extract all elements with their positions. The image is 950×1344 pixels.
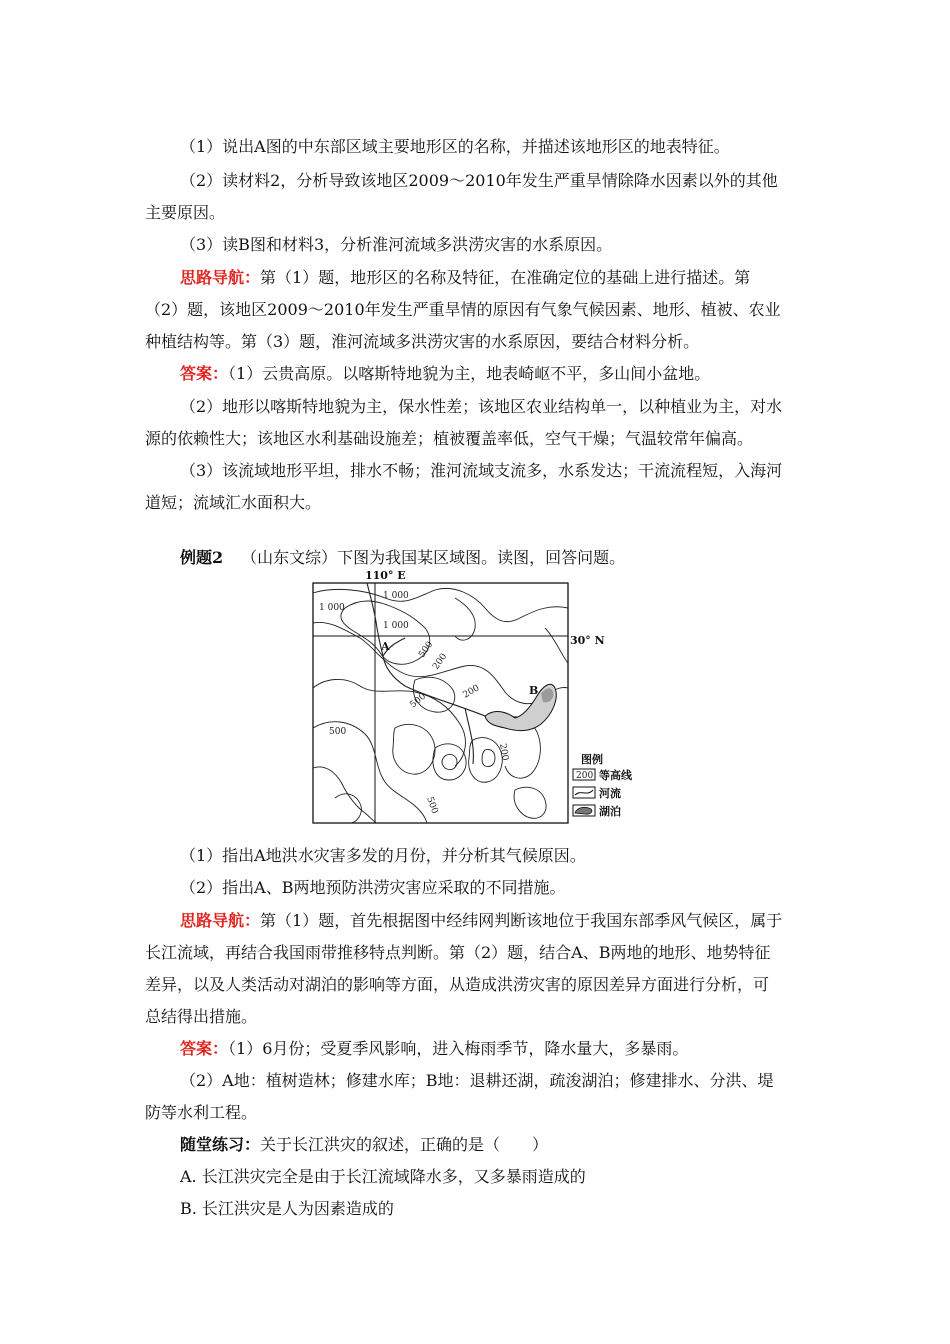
- contour-label: 500: [329, 727, 347, 737]
- analysis-2-text: 第（1）题，首先根据图中经纬网判断该地位于我国东部季风气候区，属于: [260, 911, 783, 930]
- contour-label: 500: [417, 639, 436, 660]
- answer-line-3: 源的依赖性大；该地区水利基础设施差；植被覆盖率低，空气干燥；气温较常年偏高。: [145, 429, 754, 448]
- contour-label: 1 000: [383, 591, 409, 601]
- analysis-line-3: 种植结构等。第（3）题，淮河流域多洪涝灾害的水系原因，要结合材料分析。: [145, 332, 700, 351]
- legend-river-label: 河流: [599, 787, 621, 800]
- analysis-text: 第（1）题，地形区的名称及特征，在准确定位的基础上进行描述。第: [260, 268, 751, 287]
- practice-question: [180, 1135, 548, 1155]
- example-2-heading: [180, 548, 625, 568]
- latitude-label: 30° N: [570, 634, 605, 647]
- question-3: （3）读B图和材料3，分析淮河流域多洪涝灾害的水系原因。: [180, 235, 613, 254]
- legend-contour-sample: 200: [576, 771, 594, 781]
- question-2: （2）读材料2，分析导致该地区2009～2010年发生严重旱情除降水因素以外的其他: [180, 171, 778, 190]
- example-2-label: 例题2: [180, 548, 224, 567]
- practice-option-a: A. 长江洪灾完全是由于长江流域降水多，又多暴雨造成的: [180, 1167, 586, 1186]
- contour-label: 1 000: [383, 621, 409, 631]
- analysis-2-line-2: 长江流域，再结合我国雨带推移特点判断。第（2）题，结合A、B两地的地形、地势特征: [145, 943, 771, 962]
- example-2-question-1: （1）指出A地洪水灾害多发的月份，并分析其气候原因。: [180, 846, 586, 865]
- analysis-2-line-3: 差异，以及人类活动对湖泊的影响等方面，从造成洪涝灾害的原因差异方面进行分析，可: [145, 975, 770, 994]
- analysis-2-line-4: 总结得出措施。: [145, 1007, 258, 1026]
- analysis-label: 思路导航：: [180, 268, 261, 287]
- question-2-cont: 主要原因。: [145, 203, 226, 222]
- contour-label: 500: [424, 795, 440, 816]
- example-2-text: （山东文综）下图为我国某区域图。读图，回答问题。: [241, 548, 626, 567]
- contour-label: 200: [431, 651, 450, 672]
- answer-line-1: [180, 364, 710, 384]
- analysis-2-line-1: [180, 911, 782, 931]
- analysis-2-label: 思路导航：: [180, 911, 261, 930]
- answer-2-line-2: （2）A地：植树造林；修建水库；B地：退耕还湖，疏浚湖泊；修建排水、分洪、堤: [180, 1071, 774, 1090]
- example-2-question-2: （2）指出A、B两地预防洪涝灾害应采取的不同措施。: [180, 878, 566, 897]
- contour-map: [305, 568, 645, 826]
- legend-lake-label: 湖泊: [599, 805, 621, 818]
- answer-2-line-3: 防等水利工程。: [145, 1103, 258, 1122]
- answer-2-line-1: [180, 1039, 688, 1059]
- point-a-label: A: [381, 640, 390, 653]
- contour-label: 500: [408, 691, 429, 711]
- practice-label: 随堂练习：: [180, 1135, 261, 1154]
- legend-title: 图例: [581, 753, 603, 766]
- legend-contour-label: 等高线: [599, 769, 632, 782]
- answer-2-text: （1）6月份；受夏季风影响，进入梅雨季节，降水量大，多暴雨。: [228, 1039, 689, 1058]
- contour-label: 200: [497, 742, 510, 762]
- point-b-label: B: [529, 684, 539, 697]
- analysis-line-2: （2）题，该地区2009～2010年发生严重旱情的原因有气象气候因素、地形、植被、农业: [145, 300, 781, 319]
- question-1: （1）说出A图的中东部区域主要地形区的名称，并描述该地形区的地表特征。: [180, 137, 730, 156]
- longitude-label: 110° E: [365, 569, 406, 582]
- answer-line-2: （2）地形以喀斯特地貌为主，保水性差；该地区农业结构单一，以种植业为主，对水: [180, 397, 783, 416]
- practice-option-b: B. 长江洪灾是人为因素造成的: [180, 1199, 394, 1218]
- contour-label: 200: [461, 683, 482, 701]
- answer-2-label: 答案：: [180, 1039, 229, 1058]
- contour-label: 1 000: [319, 603, 345, 613]
- answer-line-5: 道短；流域汇水面积大。: [145, 493, 322, 512]
- answer-line-4: （3）该流域地形平坦，排水不畅；淮河流域支流多，水系发达；干流流程短，入海河: [180, 461, 783, 480]
- answer-text: （1）云贵高原。以喀斯特地貌为主，地表崎岖不平，多山间小盆地。: [228, 364, 711, 383]
- answer-label: 答案：: [180, 364, 229, 383]
- practice-text: 关于长江洪灾的叙述，正确的是（ ）: [260, 1135, 549, 1154]
- analysis-line-1: [180, 268, 750, 288]
- map-legend: [573, 752, 633, 818]
